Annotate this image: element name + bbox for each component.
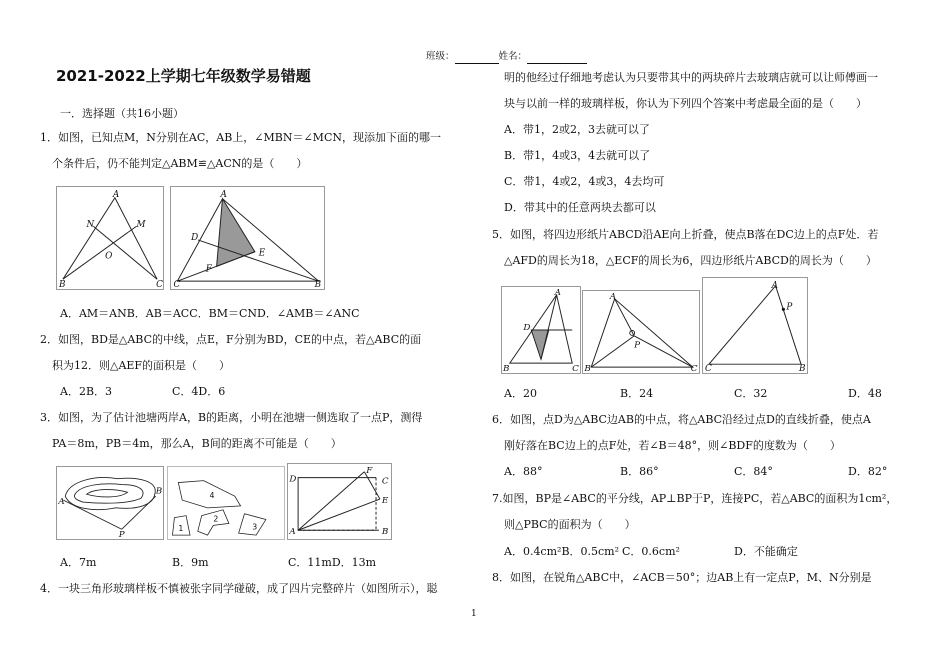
shard-label-1: 1 xyxy=(178,524,184,534)
q5-option-a: A．20 xyxy=(504,387,537,400)
q6-option-a: A．88° xyxy=(504,465,543,478)
q5f1-label-b: B xyxy=(502,363,510,373)
class-blank xyxy=(455,54,499,64)
q4-line2: 明的他经过仔细地考虑认为只要带其中的两块碎片去玻璃店就可以让师傅画一 xyxy=(504,71,878,84)
q5-figure-2 xyxy=(582,290,700,374)
q1f2-label-e: E xyxy=(258,248,266,259)
q5-figure-1 xyxy=(501,286,581,374)
q7-option-c: C．0.6cm² xyxy=(622,545,680,558)
q5f3-label-p: P xyxy=(786,302,793,313)
shard-label-2: 2 xyxy=(213,514,219,524)
q1f1-label-m: M xyxy=(136,220,146,231)
class-label: 班级： xyxy=(426,51,455,62)
page-number: 1 xyxy=(471,609,477,619)
q5f2-label-a: A xyxy=(609,291,617,302)
q5-rect-label-b: B xyxy=(381,527,389,538)
q5-option-b: B．24 xyxy=(620,387,654,400)
q5f1-label-a: A xyxy=(554,287,561,298)
q6-line2: 刚好落在BC边上的点F处，若∠B＝48°，则∠BDF的度数为（ ） xyxy=(504,439,841,452)
q3-line2: PA＝8m，PB＝4m，那么A，B间的距离不可能是（ ） xyxy=(52,437,342,450)
q3-pond-label-p: P xyxy=(118,530,125,539)
q7-option-ab: A．0.4cm²B．0.5cm² xyxy=(504,545,620,558)
q5-rect-label-e: E xyxy=(381,495,389,506)
q5f1-label-c: C xyxy=(572,363,579,373)
q1f2-label-c: C xyxy=(173,280,181,289)
name-blank xyxy=(527,54,587,64)
q5-rect-label-c: C xyxy=(381,476,389,487)
name-label: 姓名： xyxy=(498,51,528,62)
q1-line1: 1．如图，已知点M，N分别在AC，AB上，∠MBN＝∠MCN，现添加下面的哪一 xyxy=(40,131,441,144)
q1-figure-2 xyxy=(170,186,325,290)
q3-pond-label-a: A xyxy=(58,496,65,507)
q7-line1: 7.如图，BP是∠ABC的平分线，AP⊥BP于P，连接PC，若△ABC的面积为1cm²， xyxy=(492,492,898,505)
q5-line1: 5．如图，将四边形纸片ABCD沿AE向上折叠，使点B落在DC边上的点F处．若 xyxy=(492,228,879,241)
shard-label-4: 4 xyxy=(209,491,215,501)
q2-options-ab: A．2B．3 xyxy=(60,385,113,398)
q3-option-a: A．7m xyxy=(60,556,97,569)
q5f2-label-b: B xyxy=(584,364,591,373)
q1-options: A．AM＝ANB．AB＝ACC．BM＝CND．∠AMB＝∠ANC xyxy=(60,307,360,320)
q5-rect-label-d: D xyxy=(289,474,297,485)
q1f1-label-n: N xyxy=(86,220,95,231)
q5f3-label-c: C xyxy=(705,364,712,373)
page-header xyxy=(426,50,587,64)
q4-option-c: C．带1，4或2，4或3，4去均可 xyxy=(504,175,665,188)
q7-option-d: D．不能确定 xyxy=(734,545,798,558)
q7-line2: 则△PBC的面积为（ ） xyxy=(504,518,636,531)
q5f3-label-b: B xyxy=(799,364,806,373)
q1f1-label-o: O xyxy=(105,251,113,262)
q4-line1: 4．一块三角形玻璃样板不慎被张字同学碰破，成了四片完整碎片（如图所示），聪 xyxy=(40,582,438,595)
q5-option-d: D．48 xyxy=(848,387,882,400)
q5-rect-label-f: F xyxy=(366,465,373,476)
q1f1-label-c: C xyxy=(156,280,163,289)
q5f1-label-d: D xyxy=(523,323,531,333)
q8-line1: 8．如图，在锐角△ABC中，∠ACB＝50°；边AB上有一定点P，M、N分别是 xyxy=(492,571,872,584)
q6-line1: 6．如图，点D为△ABC边AB的中点，将△ABC沿经过点D的直线折叠，使点A xyxy=(492,413,871,426)
q3-pond-label-b: B xyxy=(155,486,163,497)
q1-line2: 个条件后，仍不能判定△ABM≌△ACN的是（ ） xyxy=(52,157,308,170)
q4-option-d: D．带其中的任意两块去都可以 xyxy=(504,201,656,214)
q3-pond-figure xyxy=(56,466,164,540)
q5-line2: △AFD的周长为18，△ECF的周长为6，四边形纸片ABCD的周长为（ ） xyxy=(504,254,877,267)
q1-figure-1 xyxy=(56,186,164,290)
q2-line2: 积为12．则△AEF的面积是（ ） xyxy=(52,359,231,372)
q2-options-cd: C．4D．6 xyxy=(172,385,226,398)
q6-option-d: D．82° xyxy=(848,465,888,478)
q5-rect-figure xyxy=(287,463,392,540)
q4-option-a: A．带1，2或2，3去就可以了 xyxy=(504,123,650,136)
q3-option-cd: C．11mD．13m xyxy=(288,556,377,569)
q4-option-b: B．带1，4或3，4去就可以了 xyxy=(504,149,651,162)
q1f2-label-d: D xyxy=(191,232,199,243)
section-heading: 一．选择题（共16小题） xyxy=(60,107,184,120)
shard-label-3: 3 xyxy=(252,522,258,532)
q1f2-label-b: B xyxy=(314,280,322,289)
q5f2-label-c: C xyxy=(690,364,698,373)
q4-line3: 块与以前一样的玻璃样板，你认为下列四个答案中考虑最全面的是（ ） xyxy=(504,97,867,110)
q5-figure-3 xyxy=(702,277,808,374)
q5-option-c: C．32 xyxy=(734,387,768,400)
q1f2-label-f: F xyxy=(205,264,212,275)
page-title: 2021-2022上学期七年级数学易错题 xyxy=(56,67,311,85)
q3-line1: 3．如图，为了估计池塘两岸A，B的距离，小明在池塘一侧选取了一点P，测得 xyxy=(40,411,423,424)
q5f3-label-a: A xyxy=(771,280,779,291)
q4-shards-figure xyxy=(167,466,285,540)
q6-option-c: C．84° xyxy=(734,465,773,478)
q2-line1: 2．如图，BD是△ABC的中线，点E，F分别为BD，CE的中点，若△ABC的面 xyxy=(40,333,422,346)
q1f2-label-a: A xyxy=(220,189,227,200)
q5f2-label-p: P xyxy=(634,340,641,351)
q5-rect-label-a: A xyxy=(289,527,296,538)
q1f1-label-b: B xyxy=(59,280,66,289)
q6-option-b: B．86° xyxy=(620,465,659,478)
q3-option-b: B．9m xyxy=(172,556,209,569)
q1f1-label-a: A xyxy=(112,189,120,200)
